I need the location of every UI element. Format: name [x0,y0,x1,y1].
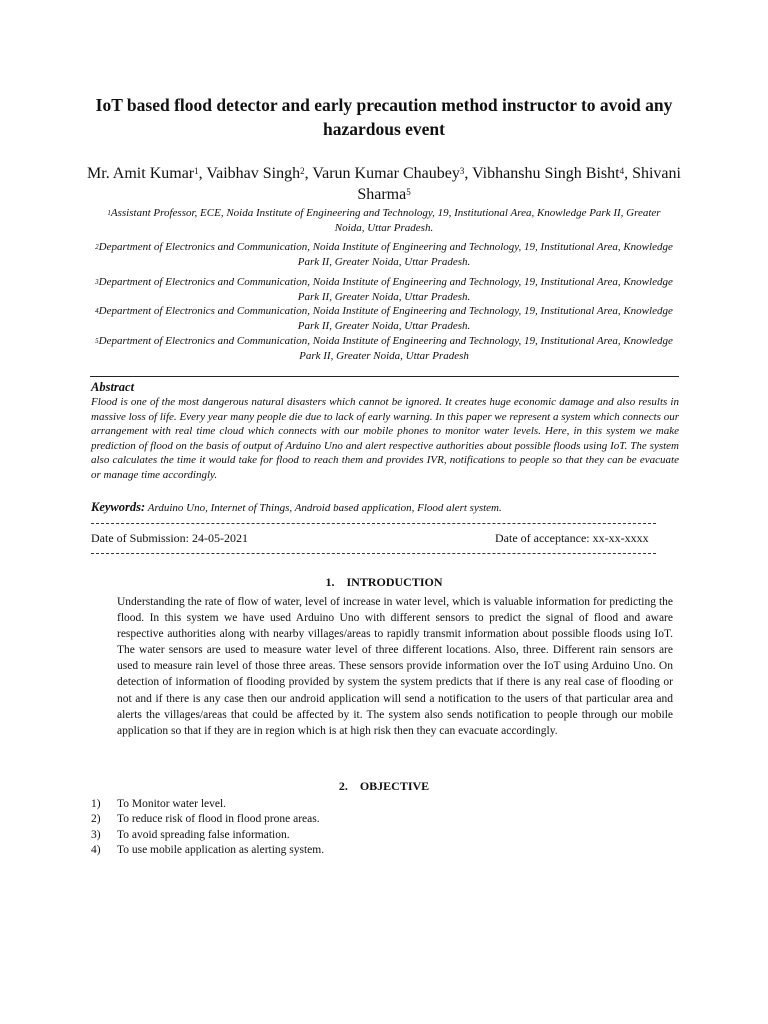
affiliation-text: Department of Electronics and Communication, Noida Institute of Engineering and Technology, 19, Institutional Area, Knowledge Park II, Greater Noida, Uttar Pradesh. [98,305,673,332]
dashed-divider [91,523,656,524]
author-sep: , [624,165,633,182]
dashed-divider [91,553,656,554]
affiliation-text: Assistant Professor, ECE, Noida Institute of Engineering and Technology, 19, Institutional Area, Knowledge Park II, Greater Noida, Uttar Pradesh. [110,207,661,234]
affiliation-sup: 5 [95,337,99,345]
list-number: 2) [91,813,101,826]
keywords-text: Arduino Uno, Internet of Things, Android based application, Flood alert system. [145,502,502,514]
author-sep: , [304,165,313,182]
author-name: Vibhanshu Singh Bisht [472,165,620,182]
author [312,165,472,182]
affiliation-sup: 2 [95,243,99,251]
submission-date: Date of Submission: 24-05-2021 [91,531,248,545]
author-sup: 5 [406,187,411,197]
abstract-text: Flood is one of the most dangerous natural disasters which cannot be ignored. It creates huge economic damage and also results in massive loss of life. Every year many people die due to lack of early warning. In this paper we represent a system which connects our arrangement with real time cloud which connects with our mobile phones to monitor water levels. Here, in this system we make prediction of flood on the basis of output of Arduino Uno and alert respective authorities about possible floods using IoT. The system also calculates the time it would take for flood to reach them and provides IVR, notifications to people so that they can be evacuate or manage time accordingly. [91,396,679,481]
affiliation-text: Department of Electronics and Communication, Noida Institute of Engineering and Technology, 19, Institutional Area, Knowledge Park II, Greater Noida, Uttar Pradesh [98,335,673,362]
keywords [91,500,679,515]
list-item [91,797,324,812]
author-sup: 2 [300,166,305,176]
author [87,165,206,182]
list-text: To avoid spreading false information. [117,828,290,841]
abstract-rule [90,376,679,377]
list-number: 3) [91,828,101,841]
affiliation-sup: 1 [107,209,111,217]
list-item [91,812,324,827]
list-number: 4) [91,843,101,856]
author [206,165,312,182]
author-list [60,163,708,205]
author-name: Varun Kumar Chaubey [312,165,460,182]
affiliation-sup: 4 [95,307,99,315]
author-sup: 1 [194,166,199,176]
list-item [91,828,324,843]
introduction-text: Understanding the rate of flow of water, level of increase in water level, which is valuable information for predicting the flood. In this system we have used Arduino Uno with different sensors to predict the signal of flood and aware respective authorities along with nearby villages/areas to rapidly transmit information about possible floods using IoT. The water sensors are used to measure water level of three different locations. Also, three. Different rain sensors are used to measure rain level of those three areas. These sensors provide information over the IoT using Arduino Uno. On detection of information of flooding provided by system the system predicts that if there is any real case of flooding or not and if there is any case then our android application will send a notification to the users of that particular area and alerts the villages/areas that could be affected by it. The system also sends notification to people through our mobile application so that if they are in region which is at high risk then they can evacuate accordingly. [117,596,673,737]
affiliation [95,334,673,364]
author-sup: 4 [619,166,625,176]
keywords-label: Keywords: [91,500,146,514]
list-item [91,843,324,858]
affiliation-text: Department of Electronics and Communication, Noida Institute of Engineering and Technology, 19, Institutional Area, Knowledge Park II, Greater Noida, Uttar Pradesh. [98,276,673,303]
affiliation-text: Department of Electronics and Communication, Noida Institute of Engineering and Technology, 19, Institutional Area, Knowledge Park II, Greater Noida, Uttar Pradesh. [98,241,673,268]
abstract-heading: Abstract [91,380,135,394]
author-sup: 3 [459,166,465,176]
section-heading-objective: 2. OBJECTIVE [338,779,430,793]
list-text: To reduce risk of flood in flood prone areas. [117,813,320,826]
affiliation [95,240,673,270]
affiliation [95,304,673,334]
affiliation [95,275,673,305]
author-name: Mr. Amit Kumar [87,165,195,182]
list-text: To Monitor water level. [117,798,227,810]
list-text: To use mobile application as alerting system. [117,843,325,856]
affiliation-sup: 3 [95,278,99,286]
author-name: Vaibhav Singh [206,165,301,182]
author-sep: , [464,165,473,182]
affiliation [95,206,673,236]
author [472,165,632,182]
list-number: 1) [91,798,101,810]
author-name: Shivani Sharma [357,165,681,203]
author-sep: , [198,165,207,182]
section-heading-introduction: 1. INTRODUCTION [325,575,443,589]
objective-list [91,797,324,858]
acceptance-date: Date of acceptance: xx-xx-xxxx [495,531,649,545]
paper-title: IoT based flood detector and early precaution method instructor to avoid any hazardous event [95,95,673,139]
